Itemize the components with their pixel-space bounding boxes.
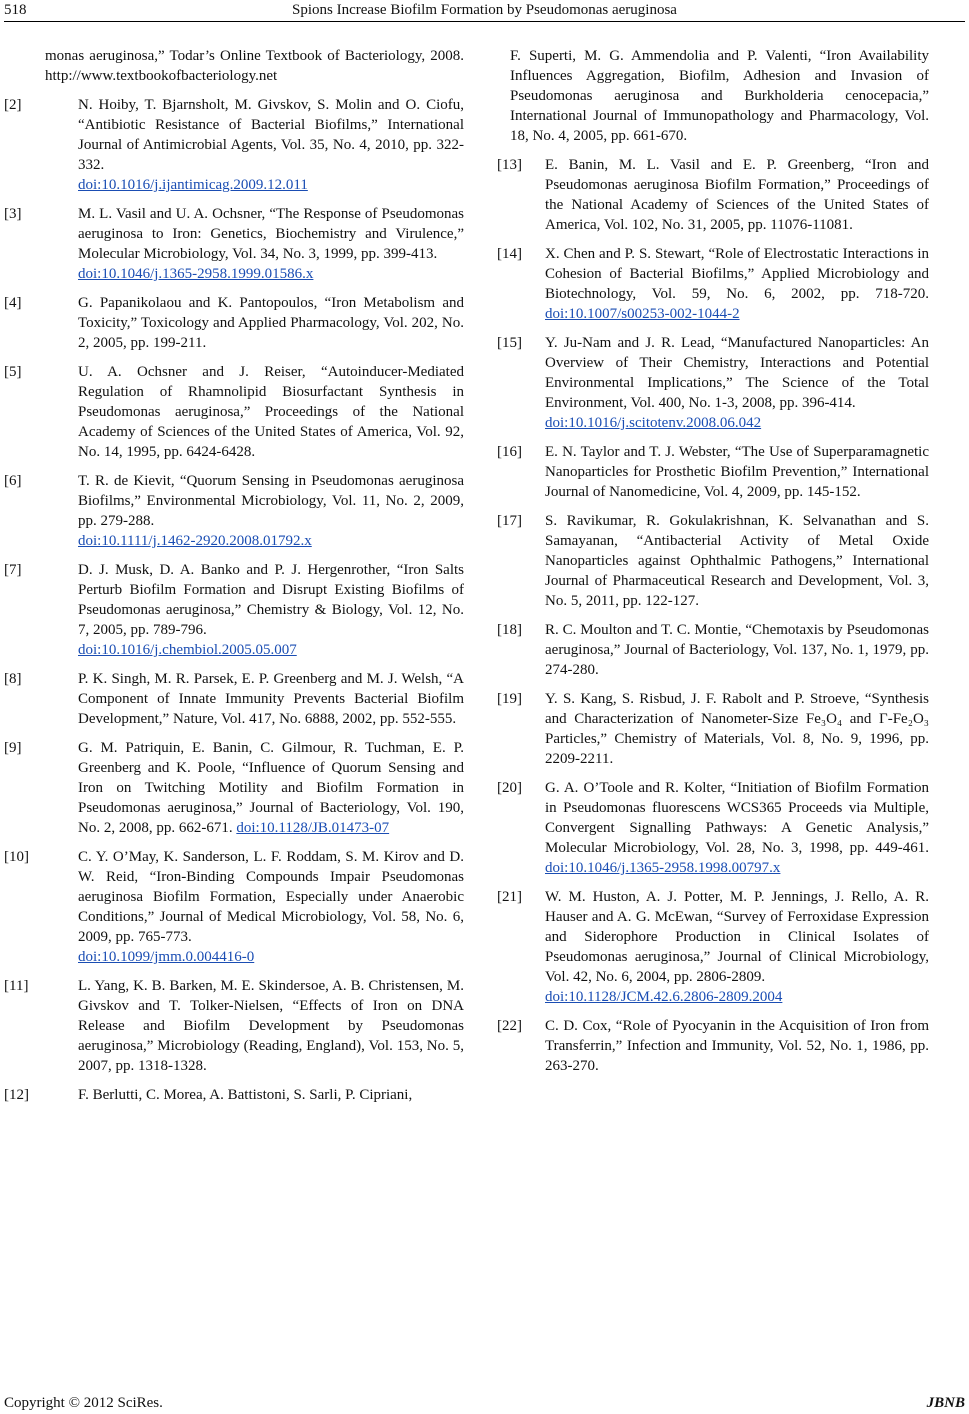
reference-number: [5] <box>4 364 22 380</box>
reference-item <box>4 1085 464 1105</box>
reference-text: E. Banin, M. L. Vasil and E. P. Greenberg, “Iron and Pseudomonas aeruginosa Biofilm Formation,” Proceedings of the National Academy of Sciences of the United States of America, Vol. 102, No. 31, 2005, pp. 11076-11081. <box>545 157 929 233</box>
reference-body <box>545 887 929 987</box>
reference-body <box>545 689 929 769</box>
reference-body <box>545 244 929 324</box>
reference-item <box>4 204 464 284</box>
reference-item <box>497 1016 929 1076</box>
reference-item <box>4 976 464 1076</box>
reference-item <box>4 471 464 551</box>
reference-number: [4] <box>4 295 22 311</box>
right-column <box>497 46 929 1085</box>
reference-body <box>545 620 929 680</box>
running-title: Spions Increase Biofilm Formation by Pseudomonas aeruginosa <box>292 2 677 18</box>
reference-item <box>4 669 464 729</box>
doi-link[interactable]: doi:10.1007/s00253-002-1044-2 <box>545 306 740 322</box>
reference-number: [17] <box>497 513 522 529</box>
reference-text: E. N. Taylor and T. J. Webster, “The Use of Superparamagnetic Nanoparticles for Prosthetic Biofilm Prevention,” International Journal of Nanomedicine, Vol. 4, 2009, pp. 145-152. <box>545 444 929 500</box>
reference-number: [18] <box>497 622 522 638</box>
reference-body <box>545 1016 929 1076</box>
copyright-notice: Copyright © 2012 SciRes. <box>4 1395 163 1411</box>
doi-link[interactable]: doi:10.1046/j.1365-2958.1999.01586.x <box>78 266 314 282</box>
reference-text: C. Y. O’May, K. Sanderson, L. F. Roddam, S. M. Kirov and D. W. Reid, “Iron-Binding Compounds Impair Pseudomonas aeruginosa Biofilm Formation, Especially under Anaerobic Conditions,” Journal of Medical Microbiology, Vol. 58, No. 6, 2009, pp. 765-773. <box>78 849 464 945</box>
reference-text: Y. S. Kang, S. Risbud, J. F. Rabolt and P. Stroeve, “Synthesis and Characterization of Nanometer-Size Fe₃O₄ and Γ-Fe₂O₃ Particles,” Chemistry of Materials, Vol. 8, No. 9, 1996, pp. 2209-2211. <box>545 691 929 767</box>
reference-item <box>497 620 929 680</box>
reference-number: [16] <box>497 444 522 460</box>
reference-item <box>4 95 464 195</box>
reference-text: F. Superti, M. G. Ammendolia and P. Valenti, “Iron Availability Influences Aggregation, Biofilm, Adhesion and Invasion of Pseudomonas aeruginosa and Burkholderia cenocepacia,” International Journal of Immunopathology and Pharmacology, Vol. 18, No. 4, 2005, pp. 661-670. <box>510 48 929 144</box>
reference-number: [21] <box>497 889 522 905</box>
reference-number: [14] <box>497 246 522 262</box>
reference-text: G. M. Patriquin, E. Banin, C. Gilmour, R. Tuchman, E. P. Greenberg and K. Poole, “Influence of Quorum Sensing and Iron on Twitching Motility and Biofilm Formation in Pseudomonas aeruginosa,” Journal of Bacteriology, Vol. 190, No. 2, 2008, pp. 662-671. <box>78 740 464 836</box>
reference-body <box>78 293 464 353</box>
reference-text: M. L. Vasil and U. A. Ochsner, “The Response of Pseudomonas aeruginosa to Iron: Genetics, Biochemistry and Virulence,” Molecular Microbiology, Vol. 34, No. 3, 1999, pp. 399-413. <box>78 206 464 262</box>
reference-number: [22] <box>497 1018 522 1034</box>
doi-link[interactable]: doi:10.1111/j.1462-2920.2008.01792.x <box>78 533 312 549</box>
reference-list <box>4 95 464 1105</box>
reference-item <box>497 333 929 433</box>
reference-body <box>545 778 929 878</box>
reference-text: U. A. Ochsner and J. Reiser, “Autoinducer-Mediated Regulation of Rhamnolipid Biosurfactant Synthesis in Pseudomonas aeruginosa,” Proceedings of the National Academy of Sciences of the United States of America, Vol. 92, No. 14, 1995, pp. 6424-6428. <box>78 364 464 460</box>
reference-item <box>497 511 929 611</box>
reference-body <box>78 1085 464 1105</box>
reference-number: [3] <box>4 206 22 222</box>
left-column <box>4 46 464 1114</box>
reference-body <box>78 847 464 947</box>
doi-link[interactable]: doi:10.1128/JCM.42.6.2806-2809.2004 <box>545 989 783 1005</box>
reference-body <box>545 511 929 611</box>
reference-number: [10] <box>4 849 29 865</box>
page-header <box>0 0 969 22</box>
reference-item <box>4 738 464 838</box>
reference-body <box>545 333 929 413</box>
doi-link[interactable]: doi:10.1128/JB.01473-07 <box>236 820 390 836</box>
reference-number: [7] <box>4 562 22 578</box>
reference-number: [13] <box>497 157 522 173</box>
header-rule <box>4 21 965 22</box>
reference-body <box>545 442 929 502</box>
reference-item <box>4 362 464 462</box>
reference-text: N. Hoiby, T. Bjarnsholt, M. Givskov, S. Molin and O. Ciofu, “Antibiotic Resistance of Bacterial Biofilms,” International Journal of Antimicrobial Agents, Vol. 35, No. 4, 2010, pp. 322-332. <box>78 97 464 173</box>
reference-item <box>4 847 464 967</box>
reference-number: [20] <box>497 780 522 796</box>
reference-text: D. J. Musk, D. A. Banko and P. J. Hergenrother, “Iron Salts Perturb Biofilm Formation and Disrupt Existing Biofilms of Pseudomonas aeruginosa,” Chemistry & Biology, Vol. 12, No. 7, 2005, pp. 789-796. <box>78 562 464 638</box>
reference-number: [11] <box>4 978 29 994</box>
reference-number: [12] <box>4 1087 29 1103</box>
reference-number: [15] <box>497 335 522 351</box>
reference-number: [9] <box>4 740 22 756</box>
doi-link[interactable]: doi:10.1046/j.1365-2958.1998.00797.x <box>545 860 781 876</box>
reference-text: P. K. Singh, M. R. Parsek, E. P. Greenberg and M. J. Welsh, “A Component of Innate Immunity Prevents Bacterial Biofilm Development,” Nature, Vol. 417, No. 6888, 2002, pp. 552-555. <box>78 671 464 727</box>
reference-number: [8] <box>4 671 22 687</box>
reference-item <box>497 887 929 1007</box>
reference-text: G. A. O’Toole and R. Kolter, “Initiation of Biofilm Formation in Pseudomonas fluorescens WCS365 Proceeds via Multiple, Convergent Signalling Pathways: A Genetic Analysis,” Molecular Microbiology, Vol. 28, No. 3, 1998, pp. 449-461. <box>545 780 929 856</box>
reference-text: R. C. Moulton and T. C. Montie, “Chemotaxis by Pseudomonas aeruginosa,” Journal of Bacteriology, Vol. 137, No. 1, 1979, pp. 274-280. <box>545 622 929 678</box>
reference-text: F. Berlutti, C. Morea, A. Battistoni, S. Sarli, P. Cipriani, <box>78 1087 413 1103</box>
reference-item <box>497 442 929 502</box>
reference-continuation <box>503 46 929 146</box>
reference-text: monas aeruginosa,” Todar’s Online Textbook of Bacteriology, 2008. http://www.textbookofbacteriology.net <box>45 48 464 84</box>
reference-body <box>78 95 464 175</box>
reference-text: Y. Ju-Nam and J. R. Lead, “Manufactured Nanoparticles: An Overview of Their Chemistry, Interactions and Potential Environmental Implications,” The Science of the Total Environment, Vol. 400, No. 1-3, 2008, pp. 396-414. <box>545 335 929 411</box>
doi-link[interactable]: doi:10.1016/j.scitotenv.2008.06.042 <box>545 415 762 431</box>
reference-body <box>78 204 464 264</box>
reference-item <box>4 560 464 660</box>
reference-text: L. Yang, K. B. Barken, M. E. Skindersoe, A. B. Christensen, M. Givskov and T. Tolker-Nielsen, “Effects of Iron on DNA Release and Biofilm Development by Pseudomonas aeruginosa,” Microbiology (Reading, England), Vol. 153, No. 5, 2007, pp. 1318-1328. <box>78 978 464 1074</box>
reference-body <box>78 738 464 838</box>
reference-text: C. D. Cox, “Role of Pyocyanin in the Acquisition of Iron from Transferrin,” Infection and Immunity, Vol. 52, No. 1, 1986, pp. 263-270. <box>545 1018 929 1074</box>
reference-body <box>78 976 464 1076</box>
reference-number: [2] <box>4 97 22 113</box>
doi-link[interactable]: doi:10.1016/j.chembiol.2005.05.007 <box>78 642 297 658</box>
reference-text: W. M. Huston, A. J. Potter, M. P. Jennings, J. Rello, A. R. Hauser and A. G. McEwan, “Survey of Ferroxidase Expression and Siderophore Production in Clinical Isolates of Pseudomonas aeruginosa,” Journal of Clinical Microbiology, Vol. 42, No. 6, 2004, pp. 2806-2809. <box>545 889 929 985</box>
page-number: 518 <box>4 2 27 18</box>
reference-text: G. Papanikolaou and K. Pantopoulos, “Iron Metabolism and Toxicity,” Toxicology and Applied Pharmacology, Vol. 202, No. 2, 2005, pp. 199-211. <box>78 295 464 351</box>
reference-item <box>497 689 929 769</box>
reference-item <box>497 778 929 878</box>
reference-number: [19] <box>497 691 522 707</box>
reference-text: T. R. de Kievit, “Quorum Sensing in Pseudomonas aeruginosa Biofilms,” Environmental Microbiology, Vol. 11, No. 2, 2009, pp. 279-288. <box>78 473 464 529</box>
reference-item <box>497 244 929 324</box>
reference-body <box>78 471 464 531</box>
reference-item <box>497 155 929 235</box>
reference-list <box>497 155 929 1076</box>
reference-text: X. Chen and P. S. Stewart, “Role of Electrostatic Interactions in Cohesion of Bacterial Biofilms,” Applied Microbiology and Biotechnology, Vol. 59, No. 6, 2002, pp. 718-720. <box>545 246 929 302</box>
reference-continuation <box>38 46 464 86</box>
reference-body <box>78 669 464 729</box>
reference-body <box>545 155 929 235</box>
reference-body <box>78 560 464 640</box>
journal-abbrev: JBNB <box>926 1395 965 1411</box>
doi-link[interactable]: doi:10.1016/j.ijantimicag.2009.12.011 <box>78 177 308 193</box>
reference-item <box>4 293 464 353</box>
reference-body <box>78 362 464 462</box>
doi-link[interactable]: doi:10.1099/jmm.0.004416-0 <box>78 949 255 965</box>
reference-number: [6] <box>4 473 22 489</box>
reference-text: S. Ravikumar, R. Gokulakrishnan, K. Selvanathan and S. Samayanan, “Antibacterial Activity of Metal Oxide Nanoparticles against Ophthalmic Pathogens,” International Journal of Pharmaceutical Research and Development, Vol. 3, No. 5, 2011, pp. 122-127. <box>545 513 929 609</box>
